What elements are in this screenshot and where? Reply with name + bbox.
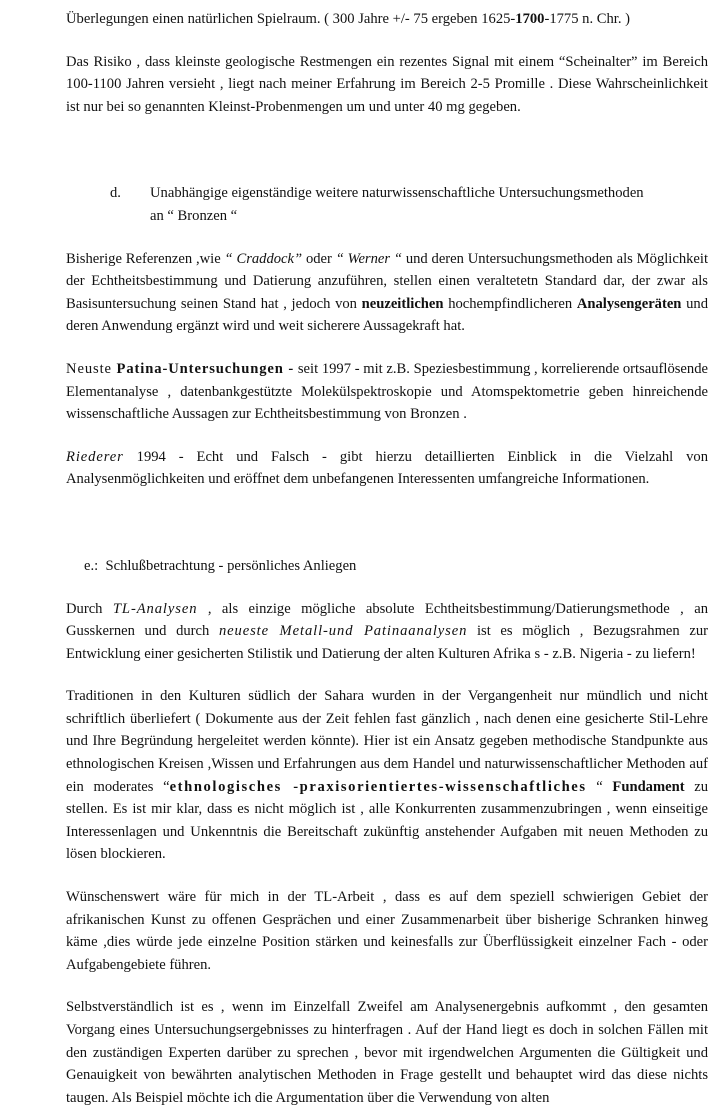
paragraph-riederer [66,446,708,491]
paragraph-patina [66,358,708,426]
text-run: oder [302,250,336,267]
text-run: Überlegungen einen natürlichen Spielraum. ( 300 Jahre +/- 75 ergeben 1625- [66,11,516,27]
paragraph-selbstverstaendlich: Selbstverständlich ist es , wenn im Einzelfall Zweifel am Analysenergebnis aufkommt , den gesamten Vorgang eines Untersuchungsergebnisses zu hinterfragen . Auf der Hand liegt es doch in solchen Fällen mit den zuständigen Experten darüber zu sprechen , bevor mit irgendwelchen Argumenten die Gültigkeit und Genauigkeit von bewährten analytischen Methoden in Frage gestellt und behauptet wird das diese nichts taugen. Als Beispiel möchte ich die Argumentation über die Verwendung von alten [66,999,708,1106]
text-run: zu stellen. Es ist mir klar, dass es nicht möglich ist , alle Konkurrenten zusammenzubringen , wenn einseitige Interessenlagen und Unkenntnis die Bereitschaft zukünftig anstehender Aufgaben mit neuen Methoden zu lösen blockieren. [66,778,709,863]
italic-metall-patina: neueste Metall-und Patinaanalysen [218,623,468,640]
section-d-title: Unabhängige eigenständige weitere naturwissenschaftliche Untersuchungsmethoden [150,185,644,202]
bold-neuzeitlichen: neuzeitlichen [361,295,444,312]
italic-werner: “ Werner “ [335,250,402,267]
text-run: Durch [66,600,113,617]
text-run: 1994 - Echt und Falsch - gibt hierzu detaillierten Einblick in die Vielzahl von Analysenmöglichkeiten und eröffnet dem unbefangenen Interessenten umfangreiche Informationen. [66,448,708,488]
paragraph-references [66,248,708,338]
text-run: Neuste [66,360,117,377]
text-run: ist es möglich , Bezugsrahmen zur Entwicklung einer gesicherten Stilistik und Datierung der alten Kulturen Afrika s - z.B. Nigeria - zu liefern! [66,623,708,662]
text-run: Bisherige Referenzen ,wie [66,250,225,267]
italic-craddock: “ Craddock” [224,250,303,267]
text-run: “ [586,778,613,795]
section-e-title: Schlußbetrachtung - persönliches Anliegen [105,557,357,574]
bold-patina-untersuchungen: Patina-Untersuchungen - [116,360,295,377]
paragraph-wuenschenswert: Wünschenswert wäre für mich in der TL-Arbeit , dass es auf dem speziell schwierigen Gebiet der afrikanischen Kunst zu offenen Gesprächen und einer Zusammenarbeit über bisherige Schranken hinweg käme ,dies würde jede einzelne Position stärken und keinesfalls zur Überflüssigkeit einzelner Fach - oder Aufgabengebiete führen. [66,889,708,973]
text-run: seit 1997 - mit z.B. Speziesbestimmung , korrelierende ortsauflösende Elementanalyse , datenbankgestützte Molekülspektroskopie und Atomspektometrie geben hinreichende wissenschaftliche Aussagen zur Echtheitsbestimmung von Bronzen . [66,360,708,423]
text-run: , als einzige mögliche absolute Echtheitsbestimmung/Datierungsmethode , an Gusskernen und durch [66,600,708,640]
document-page [66,8,708,1109]
section-e-heading [66,555,708,578]
section-d-heading [66,182,708,227]
section-d-subtitle: an “ Bronzen “ [150,207,238,224]
section-e-marker: e.: [84,557,99,574]
italic-riederer: Riederer [66,448,124,465]
text-run: Traditionen in den Kulturen südlich der Sahara wurden in der Vergangenheit nur mündlich und nicht schriftlich überliefert ( Dokumente aus der Zeit fehlen fast gänzlich , nach denen eine gesicherte Stil-Lehre und Ihre Begründung hergeleitet werden könnte). Hier ist ein Ansatz gegeben methodische Standpunkte aus ethnologischen Kreisen ,Wissen und Erfahrungen aus dem Handel und naturwissenschaftlicher Methoden auf ein moderates “ [66,688,708,795]
section-d-marker: d. [110,185,121,202]
paragraph-traditionen [66,685,708,866]
text-run: und deren Anwendung ergänzt wird und weit sicherere Aussagekraft hat. [66,295,708,335]
italic-tl-analysen: TL-Analysen [112,600,198,617]
paragraph-tl-analysen [66,598,708,666]
bold-fundament: Fundament [612,778,685,795]
bold-ethnologisches: ethnologisches -praxisorientiertes-wissenschaftliches [169,778,587,795]
paragraph-intro [66,8,708,31]
text-run: und deren Untersuchungsmethoden als Möglichkeit der Echtheitsbestimmung und Datierung anzuführen, stellen einen veraltetetn Standard dar, der zwar als Basisuntersuchung seinen Stand hat , jedoch von [66,250,709,312]
bold-year: 1700 [515,11,545,27]
text-run: -1775 n. Chr. ) [544,11,631,27]
text-run: hochempfindlicheren [443,295,577,312]
bold-analysengeraeten: Analysengeräten [576,295,682,312]
paragraph-risk: Das Risiko , dass kleinste geologische Restmengen ein rezentes Signal mit einem “Scheinalter” im Bereich 100-1100 Jahren versieht , liegt nach meiner Erfahrung im Bereich 2-5 Promille . Diese Wahrscheinlichkeit ist nur bei so genannten Kleinst-Probenmengen um und unter 40 mg gegeben. [66,53,708,115]
